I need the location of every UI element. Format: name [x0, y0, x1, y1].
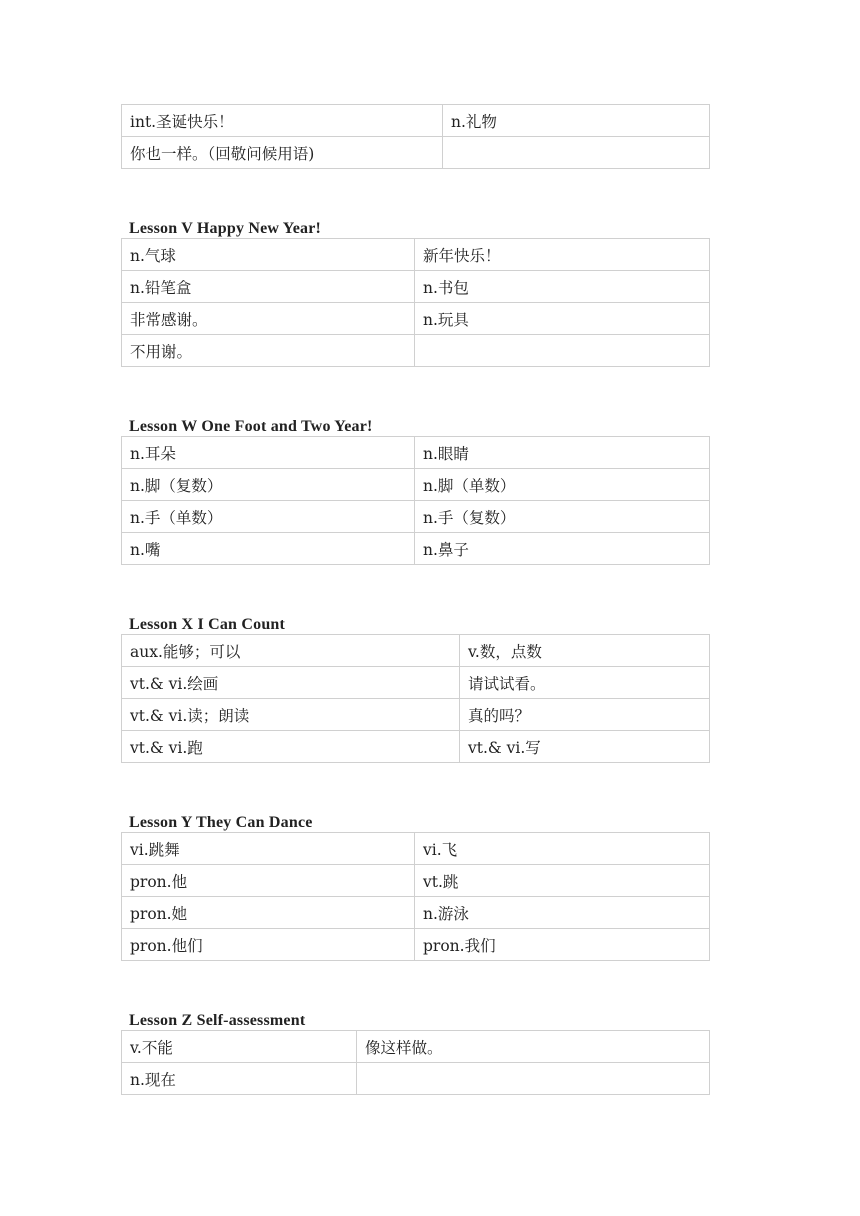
table-cell: vt.& vi.绘画 — [122, 667, 460, 699]
table-cell: vt.& vi.读；朗读 — [122, 699, 460, 731]
table-cell: n.现在 — [122, 1063, 357, 1095]
table-cell: v.不能 — [122, 1031, 357, 1063]
table-row — [122, 137, 710, 169]
table-cell: pron.她 — [122, 897, 415, 929]
table-cell: n.游泳 — [415, 897, 710, 929]
table-cell: 真的吗？ — [460, 699, 710, 731]
table-row — [122, 501, 710, 533]
table-cell: 像这样做。 — [357, 1031, 710, 1063]
table-cell: n.手（复数） — [415, 501, 710, 533]
lesson-title: Lesson W One Foot and Two Year! — [129, 418, 373, 435]
lesson-title: Lesson Y They Can Dance — [129, 814, 313, 831]
spacer — [121, 763, 709, 810]
table-cell: 你也一样。（回敬问候用语) — [122, 137, 443, 169]
spacer — [121, 367, 709, 414]
section-lesson-y — [121, 810, 709, 961]
table-cell — [443, 137, 710, 169]
table-cell: 请试试看。 — [460, 667, 710, 699]
vocab-table — [121, 436, 710, 565]
table-row — [122, 1031, 710, 1063]
spacer — [121, 565, 709, 612]
table-row — [122, 929, 710, 961]
table-row — [122, 335, 710, 367]
spacer — [121, 961, 709, 1008]
table-row — [122, 303, 710, 335]
table-cell: n.嘴 — [122, 533, 415, 565]
section-lesson-x — [121, 612, 709, 763]
section-lesson-w — [121, 414, 709, 565]
section-lesson-z — [121, 1008, 709, 1095]
table-cell — [415, 335, 710, 367]
table-row — [122, 437, 710, 469]
table-row — [122, 271, 710, 303]
table-cell: vi.跳舞 — [122, 833, 415, 865]
table-cell: vi.飞 — [415, 833, 710, 865]
table-cell: int.圣诞快乐！ — [122, 105, 443, 137]
table-cell: n.玩具 — [415, 303, 710, 335]
lesson-title: Lesson V Happy New Year! — [129, 220, 322, 237]
table-cell: 非常感谢。 — [122, 303, 415, 335]
table-cell: n.铅笔盒 — [122, 271, 415, 303]
table-cell: n.礼物 — [443, 105, 710, 137]
table-cell: vt.跳 — [415, 865, 710, 897]
table-cell: n.气球 — [122, 239, 415, 271]
vocab-table — [121, 832, 710, 961]
table-cell: n.书包 — [415, 271, 710, 303]
section-lesson-v — [121, 216, 709, 367]
vocab-table — [121, 104, 710, 169]
table-cell: pron.他 — [122, 865, 415, 897]
table-cell: n.手（单数） — [122, 501, 415, 533]
table-cell: pron.他们 — [122, 929, 415, 961]
vocab-table — [121, 238, 710, 367]
vocab-table — [121, 634, 710, 763]
table-cell: n.眼睛 — [415, 437, 710, 469]
table-cell: pron.我们 — [415, 929, 710, 961]
section-christmas-continued — [121, 104, 709, 169]
table-cell: 不用谢。 — [122, 335, 415, 367]
table-row — [122, 897, 710, 929]
table-row — [122, 1063, 710, 1095]
table-row — [122, 105, 710, 137]
table-row — [122, 469, 710, 501]
table-row — [122, 533, 710, 565]
table-cell: n.鼻子 — [415, 533, 710, 565]
document-page — [121, 104, 709, 1095]
table-cell: v.数，点数 — [460, 635, 710, 667]
table-cell: vt.& vi.跑 — [122, 731, 460, 763]
table-cell: n.脚（复数） — [122, 469, 415, 501]
table-cell: aux.能够；可以 — [122, 635, 460, 667]
table-row — [122, 667, 710, 699]
table-row — [122, 865, 710, 897]
table-cell: 新年快乐！ — [415, 239, 710, 271]
table-row — [122, 731, 710, 763]
table-cell: vt.& vi.写 — [460, 731, 710, 763]
table-row — [122, 833, 710, 865]
table-cell: n.脚（单数） — [415, 469, 710, 501]
table-row — [122, 699, 710, 731]
lesson-title: Lesson X I Can Count — [129, 616, 286, 633]
table-cell: n.耳朵 — [122, 437, 415, 469]
table-cell — [357, 1063, 710, 1095]
vocab-table — [121, 1030, 710, 1095]
spacer — [121, 169, 709, 216]
lesson-title: Lesson Z Self-assessment — [129, 1012, 306, 1029]
table-row — [122, 635, 710, 667]
table-row — [122, 239, 710, 271]
